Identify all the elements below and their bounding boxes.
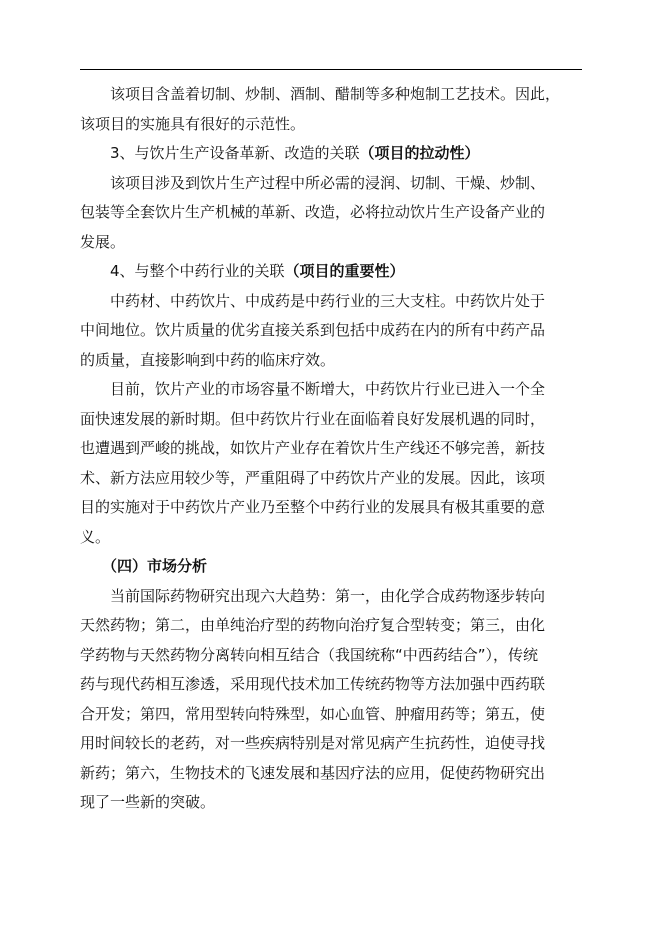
paragraph-line: 的质量，直接影响到中药的临床疗效。 — [80, 350, 336, 369]
document-body — [80, 80, 582, 818]
heading-text: 3、与饮片生产设备革新、改造的关联 — [110, 144, 360, 162]
paragraph-line: 药与现代药相互渗透，采用现代技术加工传统药物等方法加强中西药联 — [80, 675, 546, 693]
heading-emphasis: （项目的拉动性） — [359, 144, 480, 162]
header-rule — [80, 69, 582, 70]
heading-text: 4、与整个中药行业的关联 — [110, 262, 285, 280]
paragraph-line: 学药物与天然药物分离转向相互结合（我国统称“中西药结合”），传统 — [80, 645, 539, 664]
paragraph-line: 中药材、中药饮片、中成药是中药行业的三大支柱。中药饮片处于 — [110, 291, 546, 310]
paragraph-line: 合开发；第四，常用型转向特殊型，如心血管、肿瘤用药等；第五，使 — [80, 704, 546, 723]
paragraph-line: 目前，饮片产业的市场容量不断增大，中药饮片行业已进入一个全 — [110, 380, 546, 398]
paragraph-line: 目的实施对于中药饮片产业乃至整个中药行业的发展具有极其重要的意 — [80, 498, 546, 516]
paragraph-line: 现了一些新的突破。 — [80, 793, 216, 811]
paragraph-line: 面快速发展的新时期。但中药饮片行业在面临着良好发展机遇的同时， — [80, 409, 546, 428]
heading-item-4 — [80, 257, 582, 287]
paragraph-line: 用时间较长的老药，对一些疾病特别是对常见病产生抗药性，迫使寻找 — [80, 734, 546, 752]
paragraph-line: 也遭遇到严峻的挑战，如饮片产业存在着饮片生产线还不够完善，新技 — [80, 439, 546, 457]
paragraph-line: 当前国际药物研究出现六大趋势：第一，由化学合成药物逐步转向 — [110, 586, 546, 605]
paragraph-line: 该项目的实施具有很好的示范性。 — [80, 114, 306, 133]
paragraph-line: 包装等全套饮片生产机械的革新、改造，必将拉动饮片生产设备产业的 — [80, 203, 546, 221]
paragraph-line: 该项目含盖着切制、炒制、酒制、醋制等多种炮制工艺技术。因此， — [110, 85, 561, 103]
paragraph-line: 义。 — [80, 527, 111, 546]
paragraph-line: 术、新方法应用较少等，严重阻碍了中药饮片产业的发展。因此，该项 — [80, 468, 546, 487]
paragraph-line: 天然药物；第二，由单纯治疗型的药物向治疗复合型转变；第三，由化 — [80, 616, 546, 634]
paragraph-line: 中间地位。饮片质量的优劣直接关系到包括中成药在内的所有中药产品 — [80, 321, 546, 339]
paragraph-line: 发展。 — [80, 232, 126, 251]
heading-item-3 — [80, 139, 582, 169]
paragraph-line: 该项目涉及到饮片生产过程中所必需的浸润、切制、干燥、炒制、 — [110, 173, 546, 192]
heading-emphasis: （项目的重要性） — [284, 262, 405, 280]
section-title: （四）市场分析 — [102, 557, 208, 575]
paragraph-line: 新药；第六，生物技术的飞速发展和基因疗法的应用，促使药物研究出 — [80, 763, 546, 782]
